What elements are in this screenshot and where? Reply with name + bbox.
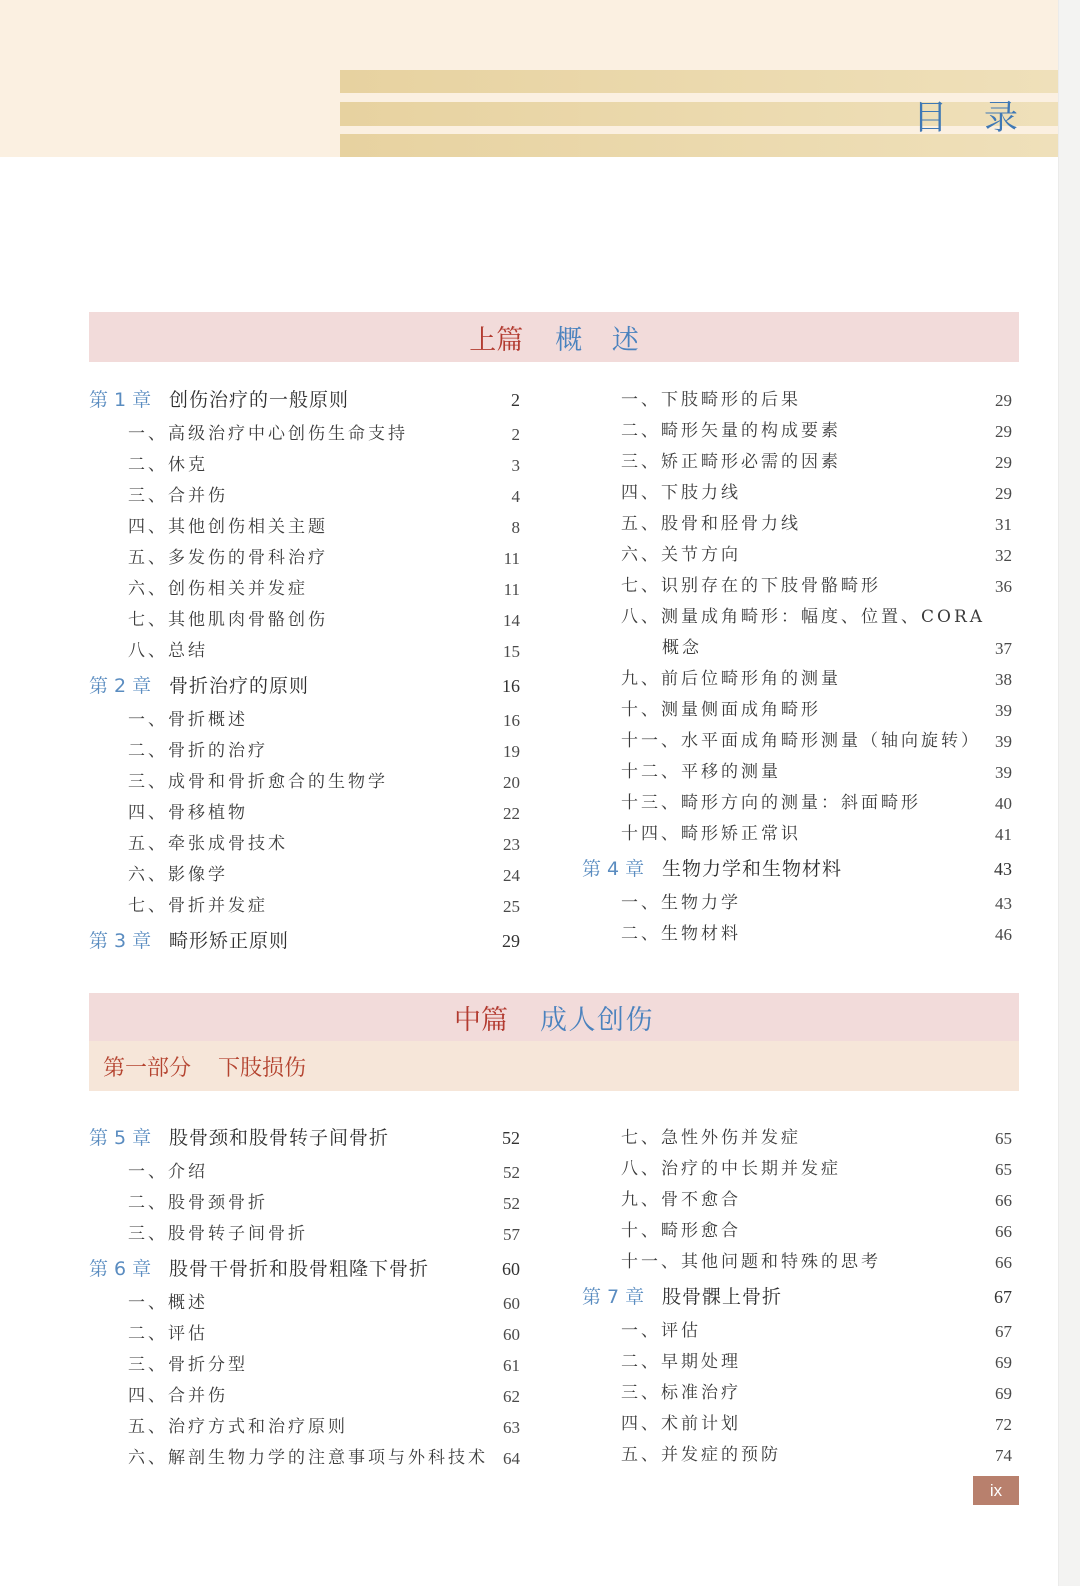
page-number: 74 (995, 1446, 1012, 1465)
entry-title: 六、解剖生物力学的注意事项与外科技术 (128, 1448, 488, 1468)
toc-entry-continuation (582, 633, 1012, 664)
entry-title: 二、早期处理 (621, 1352, 741, 1372)
toc-chapter-row (582, 850, 1012, 888)
entry-title: 五、牵张成骨技术 (128, 834, 288, 854)
page-number: 39 (995, 763, 1012, 782)
entry-title: 七、骨折并发症 (128, 896, 268, 916)
section-title: 概 述 (555, 324, 639, 356)
page-edge (1058, 0, 1080, 1586)
toc-entry-row (89, 419, 520, 450)
toc-entry-row (582, 757, 1012, 788)
entry-title: 三、骨折分型 (128, 1355, 248, 1375)
entry-title: 三、合并伤 (128, 486, 228, 506)
toc-entry-row (582, 1409, 1012, 1440)
entry-title: 八、治疗的中长期并发症 (621, 1159, 841, 1179)
toc-entry-row (89, 574, 520, 605)
toc-entry-row (89, 1443, 520, 1474)
page-number: 24 (503, 866, 520, 885)
entry-title: 二、休克 (128, 455, 208, 475)
entry-title: 五、股骨和胫骨力线 (621, 514, 801, 534)
page-number-badge: ix (973, 1476, 1019, 1505)
page-number: 29 (995, 391, 1012, 410)
toc-entry-row (89, 1188, 520, 1219)
page-number: 41 (995, 825, 1012, 844)
toc-entry-row (89, 1219, 520, 1250)
page-number: 36 (995, 577, 1012, 596)
page-number: 61 (503, 1356, 520, 1375)
entry-title: 一、高级治疗中心创伤生命支持 (128, 424, 408, 444)
toc-entry-row (89, 736, 520, 767)
page-number: 52 (502, 1128, 520, 1148)
entry-title: 三、股骨转子间骨折 (128, 1224, 308, 1244)
chapter-number: 第 2 章 (89, 675, 152, 697)
page-number: 67 (995, 1322, 1012, 1341)
page-number: 11 (503, 549, 520, 568)
entry-title: 四、骨移植物 (128, 803, 248, 823)
toc-entry-row (582, 1247, 1012, 1278)
page-number: 37 (995, 639, 1012, 658)
entry-title: 六、关节方向 (621, 545, 741, 565)
entry-title: 六、影像学 (128, 865, 228, 885)
subpart-title: 下肢损伤 (218, 1055, 307, 1081)
page-number: 39 (995, 732, 1012, 751)
page-number: 29 (995, 422, 1012, 441)
toc-entry-row (582, 1154, 1012, 1185)
entry-title: 一、骨折概述 (128, 710, 248, 730)
subpart-header (89, 1041, 1019, 1091)
entry-title: 十、测量侧面成角畸形 (621, 700, 821, 720)
toc-entry-row (89, 798, 520, 829)
toc-entry-row (582, 1378, 1012, 1409)
toc-entry-row (582, 788, 1012, 819)
section-title: 成人创伤 (540, 1004, 654, 1036)
toc-entry-row (582, 478, 1012, 509)
entry-title: 四、下肢力线 (621, 483, 741, 503)
page-number: 16 (502, 676, 520, 696)
entry-title: 九、前后位畸形角的测量 (621, 669, 841, 689)
toc-entry-row (582, 919, 1012, 950)
toc-chapter-row (89, 1119, 520, 1157)
entry-title: 一、下肢畸形的后果 (621, 390, 801, 410)
entry-title: 六、创伤相关并发症 (128, 579, 308, 599)
page-number: 20 (503, 773, 520, 792)
toc-entry-row (582, 447, 1012, 478)
toc-entry-row (89, 860, 520, 891)
entry-title: 十、畸形愈合 (621, 1221, 741, 1241)
toc-chapter-row (89, 1250, 520, 1288)
page-number: 60 (503, 1325, 520, 1344)
toc-column-left (89, 1119, 520, 1474)
page-number: 16 (503, 711, 520, 730)
chapter-number: 第 1 章 (89, 389, 152, 411)
page-number: 2 (511, 425, 520, 444)
toc-entry-row (582, 1316, 1012, 1347)
entry-title: 八、测量成角畸形：幅度、位置、CORA (621, 607, 986, 627)
chapter-number: 第 5 章 (89, 1127, 152, 1149)
toc-entry-row (89, 543, 520, 574)
chapter-number: 第 6 章 (89, 1258, 152, 1280)
entry-title: 十一、水平面成角畸形测量（轴向旋转） (621, 731, 981, 751)
subpart-label: 第一部分 (103, 1055, 192, 1081)
page-number: 66 (995, 1253, 1012, 1272)
page-number: 15 (503, 642, 520, 661)
entry-title: 十三、畸形方向的测量：斜面畸形 (621, 793, 921, 813)
page-number: 22 (503, 804, 520, 823)
entry-title: 七、识别存在的下肢骨骼畸形 (621, 576, 881, 596)
toc-entry-row (89, 1412, 520, 1443)
section-header-part-two (89, 993, 1019, 1041)
toc-chapter-row (89, 667, 520, 705)
entry-title: 二、股骨颈骨折 (128, 1193, 268, 1213)
toc-entry-row (582, 416, 1012, 447)
page-number: 43 (995, 894, 1012, 913)
toc-entry-row (89, 1350, 520, 1381)
entry-title: 十二、平移的测量 (621, 762, 781, 782)
page-number: 38 (995, 670, 1012, 689)
header-band (0, 0, 1058, 157)
toc-entry-row (582, 819, 1012, 850)
entry-title: 三、成骨和骨折愈合的生物学 (128, 772, 388, 792)
page-number: 69 (995, 1384, 1012, 1403)
toc-entry-row (582, 602, 1012, 633)
entry-title: 二、评估 (128, 1324, 208, 1344)
page-number: 65 (995, 1160, 1012, 1179)
page-number: 11 (503, 580, 520, 599)
entry-title: 五、并发症的预防 (621, 1445, 781, 1465)
toc-entry-row (89, 1157, 520, 1188)
entry-title: 四、其他创伤相关主题 (128, 517, 328, 537)
section-label: 中篇 (454, 1004, 508, 1036)
toc-entry-row (89, 636, 520, 667)
toc-column-right (582, 385, 1012, 950)
page-number: 43 (994, 859, 1012, 879)
toc-entry-row (582, 726, 1012, 757)
page-number: 52 (503, 1163, 520, 1182)
page-number: 65 (995, 1129, 1012, 1148)
entry-title: 八、总结 (128, 641, 208, 661)
page-number: 57 (503, 1225, 520, 1244)
entry-title: 二、骨折的治疗 (128, 741, 268, 761)
page-number: 63 (503, 1418, 520, 1437)
toc-entry-row (582, 540, 1012, 571)
chapter-title: 股骨干骨折和股骨粗隆下骨折 (169, 1258, 430, 1280)
page-number: 3 (511, 456, 520, 475)
page-number: 8 (511, 518, 520, 537)
toc-entry-row (582, 695, 1012, 726)
page-title: 目 录 (913, 98, 1018, 138)
chapter-title: 畸形矫正原则 (169, 930, 290, 952)
page-number: 62 (503, 1387, 520, 1406)
page-number: 69 (995, 1353, 1012, 1372)
entry-title: 五、多发伤的骨科治疗 (128, 548, 328, 568)
toc-column-right (582, 1123, 1012, 1471)
page-number: 29 (995, 453, 1012, 472)
entry-title: 四、术前计划 (621, 1414, 741, 1434)
toc-entry-row (582, 1185, 1012, 1216)
entry-title-continuation: 概念 (662, 638, 702, 658)
toc-entry-row (89, 1381, 520, 1412)
entry-title: 七、急性外伤并发症 (621, 1128, 801, 1148)
page-number: 40 (995, 794, 1012, 813)
page-number: 32 (995, 546, 1012, 565)
page-number: 67 (994, 1287, 1012, 1307)
page-number: 29 (502, 931, 520, 951)
chapter-title: 创伤治疗的一般原则 (169, 389, 350, 411)
section-header-part-one (89, 312, 1019, 362)
chapter-number: 第 4 章 (582, 858, 645, 880)
decorative-stripe (340, 70, 1058, 93)
toc-entry-row (582, 1123, 1012, 1154)
toc-entry-row (582, 1216, 1012, 1247)
entry-title: 一、评估 (621, 1321, 701, 1341)
page-number: 52 (503, 1194, 520, 1213)
chapter-title: 股骨颈和股骨转子间骨折 (169, 1127, 390, 1149)
page-number: 4 (511, 487, 520, 506)
entry-title: 十一、其他问题和特殊的思考 (621, 1252, 881, 1272)
toc-column-left (89, 381, 520, 960)
toc-entry-row (89, 481, 520, 512)
toc-entry-row (89, 512, 520, 543)
entry-title: 二、生物材料 (621, 924, 741, 944)
toc-entry-row (582, 509, 1012, 540)
page-number: 66 (995, 1222, 1012, 1241)
toc-chapter-row (89, 381, 520, 419)
toc-chapter-row (582, 1278, 1012, 1316)
page-number: 31 (995, 515, 1012, 534)
toc-entry-row (582, 888, 1012, 919)
entry-title: 四、合并伤 (128, 1386, 228, 1406)
entry-title: 一、介绍 (128, 1162, 208, 1182)
page-number: 72 (995, 1415, 1012, 1434)
toc-entry-row (582, 664, 1012, 695)
entry-title: 二、畸形矢量的构成要素 (621, 421, 841, 441)
entry-title: 一、生物力学 (621, 893, 741, 913)
page-number: 19 (503, 742, 520, 761)
entry-title: 七、其他肌肉骨骼创伤 (128, 610, 328, 630)
entry-title: 三、矫正畸形必需的因素 (621, 452, 841, 472)
entry-title: 十四、畸形矫正常识 (621, 824, 801, 844)
page-number: 66 (995, 1191, 1012, 1210)
page-number: 64 (503, 1449, 520, 1468)
toc-entry-row (89, 1319, 520, 1350)
toc-entry-row (89, 767, 520, 798)
chapter-title: 生物力学和生物材料 (662, 858, 843, 880)
entry-title: 五、治疗方式和治疗原则 (128, 1417, 348, 1437)
toc-entry-row (89, 450, 520, 481)
toc-entry-row (89, 829, 520, 860)
page-number: 25 (503, 897, 520, 916)
toc-entry-row (89, 891, 520, 922)
toc-entry-row (89, 705, 520, 736)
toc-entry-row (582, 571, 1012, 602)
toc-entry-row (89, 605, 520, 636)
toc-chapter-row (89, 922, 520, 960)
toc-entry-row (582, 385, 1012, 416)
chapter-title: 股骨髁上骨折 (662, 1286, 783, 1308)
page-number: 2 (511, 390, 520, 410)
page-number: 60 (502, 1259, 520, 1279)
chapter-number: 第 3 章 (89, 930, 152, 952)
page-number: 39 (995, 701, 1012, 720)
entry-title: 一、概述 (128, 1293, 208, 1313)
page-number: 29 (995, 484, 1012, 503)
page-number: 46 (995, 925, 1012, 944)
page-number: 60 (503, 1294, 520, 1313)
page-number: 23 (503, 835, 520, 854)
section-label: 上篇 (469, 324, 524, 356)
entry-title: 三、标准治疗 (621, 1383, 741, 1403)
toc-entry-row (89, 1288, 520, 1319)
toc-entry-row (582, 1347, 1012, 1378)
page-number: 14 (503, 611, 520, 630)
chapter-title: 骨折治疗的原则 (169, 675, 310, 697)
entry-title: 九、骨不愈合 (621, 1190, 741, 1210)
toc-entry-row (582, 1440, 1012, 1471)
chapter-number: 第 7 章 (582, 1286, 645, 1308)
